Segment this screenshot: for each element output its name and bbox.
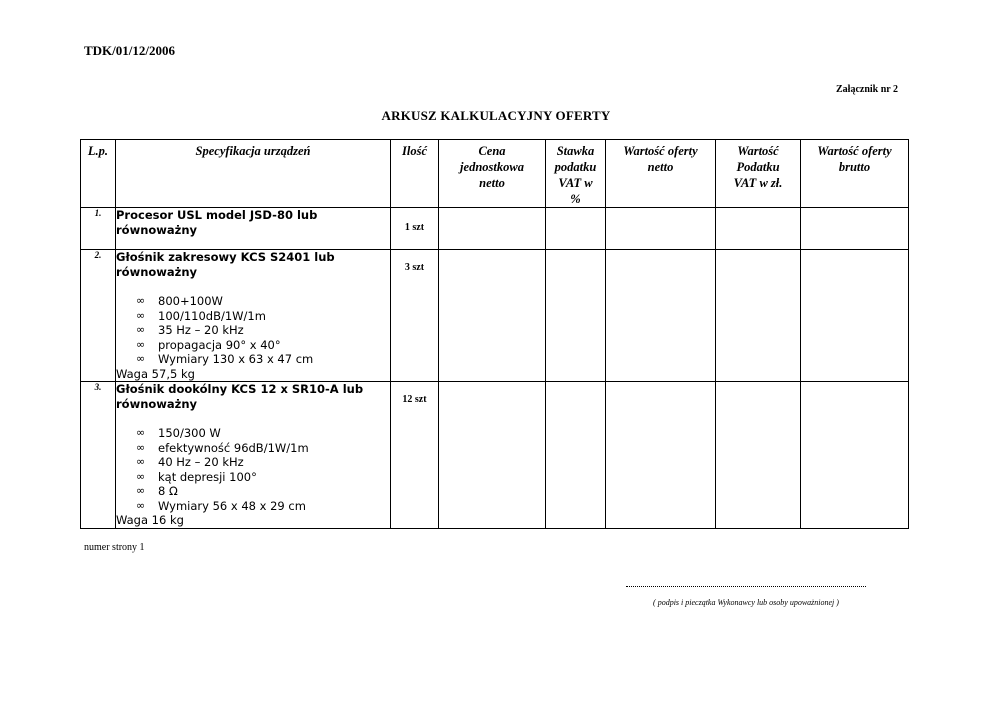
gross-value-cell [801,382,909,529]
feature-item: ∞ efektywność 96dB/1W/1m [136,441,390,456]
quantity-value: 12 szt [402,394,427,405]
page-title: ARKUSZ KALKULACYJNY OFERTY [381,108,611,123]
signature-caption: ( podpis i pieczątka Wykonawcy lub osoby upoważnionej ) [653,598,839,607]
weight-text: Waga 16 kg [116,513,184,527]
vat-value-cell [716,250,801,382]
column-header-unit-price: Cena jednostkowa netto [439,140,546,208]
gross-value-cell [801,250,909,382]
spec-cell [116,208,391,250]
column-header-qty: Ilość [391,140,439,208]
weight-text: Waga 57,5 kg [116,366,195,381]
column-header-vat-rate: Stawka podatku VAT w % [546,140,606,208]
feature-item: ∞ kąt depresji 100° [136,470,390,485]
quantity-cell [391,208,439,250]
net-value-cell [606,250,716,382]
column-header-vat-value: Wartość Podatku VAT w zł. [716,140,801,208]
document-code: TDK/01/12/2006 [84,43,176,58]
vat-value-cell [716,382,801,529]
row-number: 3. [81,382,116,529]
offer-table [80,139,909,529]
feature-item: ∞ propagacja 90° x 40° [136,338,390,353]
row-number: 2. [81,250,116,382]
unit-price-cell [439,382,546,529]
vat-rate-cell [546,250,606,382]
row-number: 1. [81,208,116,250]
feature-item: ∞ 40 Hz – 20 kHz [136,455,390,470]
table-row [81,208,909,250]
quantity-cell [391,250,439,382]
feature-item: ∞ 800+100W [136,294,390,309]
net-value-cell [606,382,716,529]
item-name: Procesor USL model JSD-80 lub równoważny [116,208,318,237]
net-value-cell [606,208,716,250]
item-name: Głośnik dookólny KCS 12 x SR10-A lub równoważny [116,382,364,411]
signature-line [626,586,866,587]
page-number: numer strony 1 [84,542,145,553]
feature-item: ∞ 150/300 W [136,426,390,441]
quantity-cell [391,382,439,529]
column-header-spec: Specyfikacja urządzeń [116,140,391,208]
quantity-value: 3 szt [404,262,425,273]
column-header-net-value: Wartość oferty netto [606,140,716,208]
spec-cell [116,250,391,382]
feature-list [116,294,390,367]
vat-rate-cell [546,208,606,250]
feature-item: ∞ 100/110dB/1W/1m [136,309,390,324]
table-header-row [81,140,909,208]
feature-list [116,426,390,513]
feature-item: ∞ Wymiary 130 x 63 x 47 cm [136,352,390,367]
feature-item: ∞ Wymiary 56 x 48 x 29 cm [136,499,390,514]
table-row [81,250,909,382]
unit-price-cell [439,208,546,250]
column-header-lp: L.p. [81,140,116,208]
spec-cell [116,382,391,529]
unit-price-cell [439,250,546,382]
vat-value-cell [716,208,801,250]
gross-value-cell [801,208,909,250]
item-name: Głośnik zakresowy KCS S2401 lub równoważny [116,250,335,279]
quantity-value: 1 szt [404,222,425,233]
feature-item: ∞ 35 Hz – 20 kHz [136,323,390,338]
feature-item: ∞ 8 Ω [136,484,390,499]
table-row [81,382,909,529]
annex-label: Załącznik nr 2 [836,84,899,95]
column-header-gross-value: Wartość oferty brutto [801,140,909,208]
vat-rate-cell [546,382,606,529]
